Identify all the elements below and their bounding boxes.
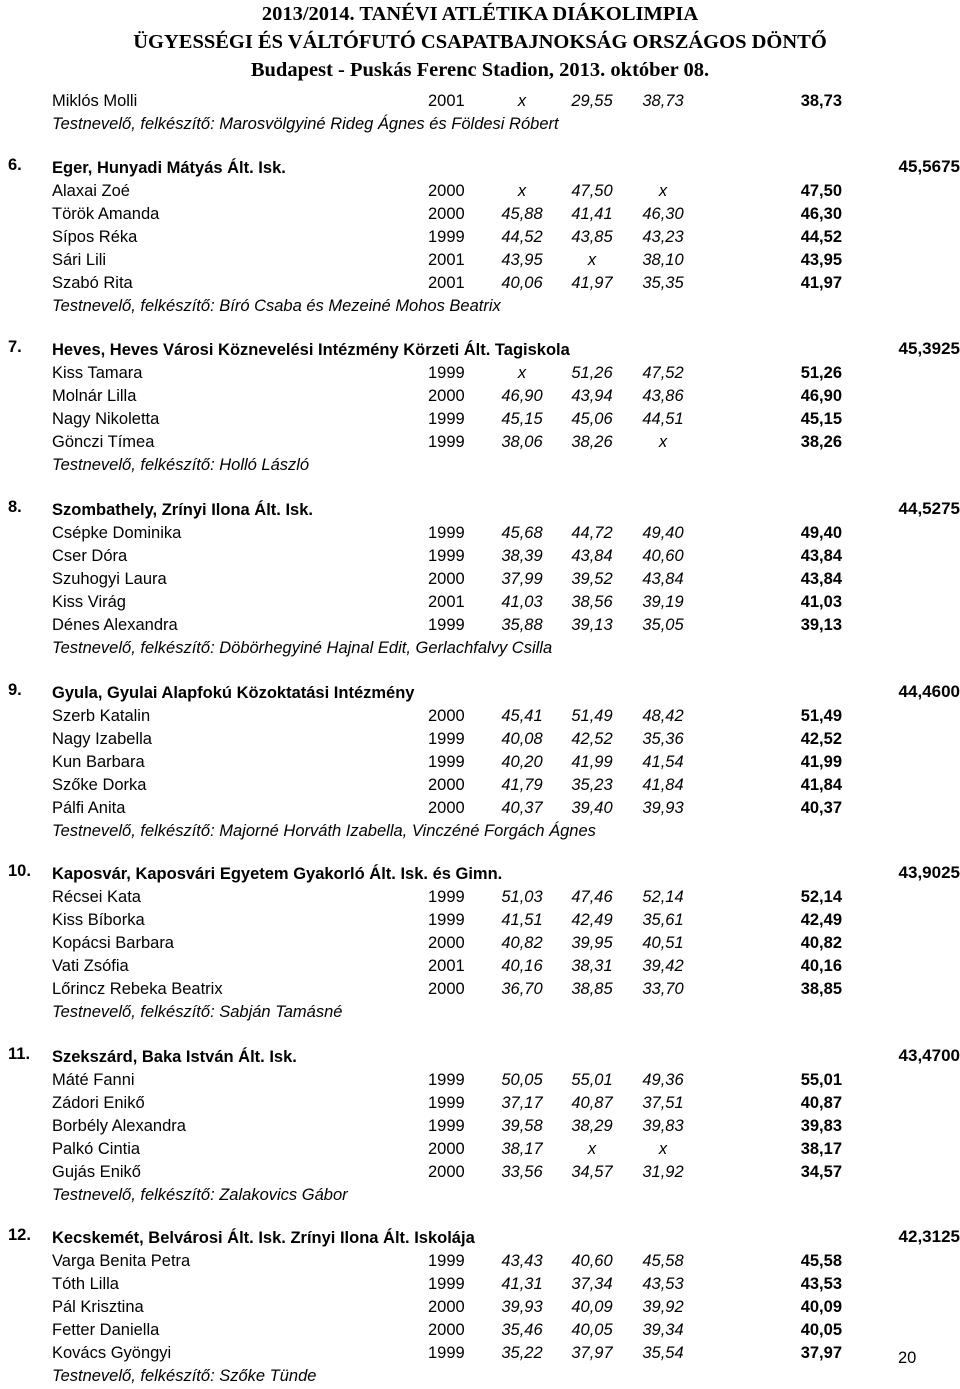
athlete-name: Récsei Kata (52, 888, 141, 906)
best-result: 40,37 (800, 799, 842, 817)
athlete-name: Kovács Gyöngyi (52, 1344, 172, 1362)
throw-3: 46,30 (642, 205, 684, 223)
throw-3: 35,35 (642, 274, 684, 292)
throw-1: 40,82 (501, 934, 543, 952)
athlete-name: Kun Barbara (52, 753, 145, 771)
throw-3: 31,92 (642, 1163, 684, 1181)
throw-3: 39,19 (642, 593, 684, 611)
throw-3: 52,14 (642, 888, 684, 906)
throw-1: 43,43 (501, 1252, 543, 1270)
throw-3: 37,51 (642, 1094, 684, 1112)
team-rank: 11. (8, 1045, 31, 1063)
birth-year: 1999 (428, 364, 465, 382)
birth-year: 2000 (428, 776, 465, 794)
throw-3: 40,51 (642, 934, 684, 952)
throw-1: 35,22 (501, 1344, 543, 1362)
birth-year: 1999 (428, 410, 465, 428)
team-school: Kecskemét, Belvárosi Ált. Isk. Zrínyi Ilona Ált. Iskolája (52, 1229, 475, 1247)
throw-3: 43,86 (642, 387, 684, 405)
throw-1: x (517, 92, 527, 110)
throw-2: 47,50 (571, 182, 613, 200)
athlete-name: Gönczi Tímea (52, 433, 155, 451)
athlete-name: Kiss Tamara (52, 364, 143, 382)
throw-1: 40,37 (501, 799, 543, 817)
throw-2: 29,55 (571, 92, 613, 110)
birth-year: 1999 (428, 1117, 465, 1135)
throw-2: 39,52 (571, 570, 613, 588)
best-result: 42,52 (800, 730, 842, 748)
throw-1: 40,06 (501, 274, 543, 292)
throw-1: 50,05 (501, 1071, 543, 1089)
birth-year: 1999 (428, 228, 465, 246)
best-result: 42,49 (800, 911, 842, 929)
throw-3: 39,93 (642, 799, 684, 817)
throw-2: 43,85 (571, 228, 613, 246)
athlete-name: Varga Benita Petra (52, 1252, 191, 1270)
throw-3: 41,54 (642, 753, 684, 771)
team-total: 44,5275 (898, 499, 960, 518)
throw-2: 51,49 (571, 707, 613, 725)
throw-2: 43,94 (571, 387, 613, 405)
birth-year: 1999 (428, 547, 465, 565)
best-result: 43,53 (800, 1275, 842, 1293)
coach-line: Testnevelő, felkészítő: Döbörhegyiné Hajnal Edit, Gerlachfalvy Csilla (52, 639, 553, 657)
best-result: 43,84 (800, 570, 842, 588)
throw-2: 38,29 (571, 1117, 613, 1135)
throw-2: 41,99 (571, 753, 613, 771)
birth-year: 2000 (428, 205, 465, 223)
athlete-name: Sári Lili (52, 251, 107, 269)
athlete-name: Pál Krisztina (52, 1298, 144, 1316)
throw-3: 49,36 (642, 1071, 684, 1089)
throw-3: 43,84 (642, 570, 684, 588)
throw-2: 41,97 (571, 274, 613, 292)
best-result: 51,49 (800, 707, 842, 725)
athlete-name: Tóth Lilla (52, 1275, 119, 1293)
throw-1: 45,15 (501, 410, 543, 428)
throw-3: 39,83 (642, 1117, 684, 1135)
best-result: 52,14 (800, 888, 842, 906)
throw-1: 37,17 (501, 1094, 543, 1112)
birth-year: 1999 (428, 1275, 465, 1293)
birth-year: 2000 (428, 1163, 465, 1181)
coach-line: Testnevelő, felkészítő: Sabján Tamásné (52, 1003, 343, 1021)
throw-2: 43,84 (571, 547, 613, 565)
throw-3: 38,10 (642, 251, 684, 269)
best-result: 41,84 (800, 776, 842, 794)
athlete-name: Alaxai Zoé (52, 182, 130, 200)
throw-3: 44,51 (642, 410, 684, 428)
athlete-name: Vati Zsófia (52, 957, 129, 975)
team-rank: 10. (8, 862, 31, 880)
coach-line: Testnevelő, felkészítő: Szőke Tünde (52, 1367, 317, 1385)
throw-1: 40,16 (501, 957, 543, 975)
best-result: 38,17 (800, 1140, 842, 1158)
throw-1: 45,41 (501, 707, 543, 725)
team-total: 45,3925 (898, 339, 960, 358)
birth-year: 2001 (428, 92, 465, 110)
best-result: 39,13 (800, 616, 842, 634)
team-school: Eger, Hunyadi Mátyás Ált. Isk. (52, 159, 286, 177)
throw-2: 42,52 (571, 730, 613, 748)
throw-3: 48,42 (642, 707, 684, 725)
throw-2: 38,31 (571, 957, 613, 975)
birth-year: 2000 (428, 387, 465, 405)
throw-1: 41,03 (501, 593, 543, 611)
team-total: 42,3125 (898, 1227, 960, 1246)
throw-3: 35,36 (642, 730, 684, 748)
throw-1: 44,52 (501, 228, 543, 246)
best-result: 46,30 (800, 205, 842, 223)
athlete-name: Török Amanda (52, 205, 160, 223)
best-result: 40,87 (800, 1094, 842, 1112)
birth-year: 2000 (428, 980, 465, 998)
team-total: 45,5675 (898, 157, 960, 176)
throw-2: 38,26 (571, 433, 613, 451)
best-result: 41,03 (800, 593, 842, 611)
birth-year: 2000 (428, 799, 465, 817)
throw-1: 45,88 (501, 205, 543, 223)
birth-year: 2000 (428, 934, 465, 952)
birth-year: 1999 (428, 1094, 465, 1112)
header-subtitle: ÜGYESSÉGI ÉS VÁLTÓFUTÓ CSAPATBAJNOKSÁG ORSZÁGOS DÖNTŐ (133, 31, 827, 53)
team-school: Szombathely, Zrínyi Ilona Ált. Isk. (52, 501, 313, 519)
throw-2: 51,26 (571, 364, 613, 382)
throw-2: 42,49 (571, 911, 613, 929)
throw-1: 41,51 (501, 911, 543, 929)
throw-3: 39,42 (642, 957, 684, 975)
athlete-name: Pálfi Anita (52, 799, 126, 817)
athlete-name: Cser Dóra (52, 547, 128, 565)
athlete-name: Nagy Izabella (52, 730, 152, 748)
birth-year: 2001 (428, 593, 465, 611)
throw-1: 51,03 (501, 888, 543, 906)
throw-3: 35,61 (642, 911, 684, 929)
birth-year: 2000 (428, 707, 465, 725)
throw-3: 43,53 (642, 1275, 684, 1293)
throw-2: 45,06 (571, 410, 613, 428)
athlete-name: Nagy Nikoletta (52, 410, 160, 428)
throw-1: 43,95 (501, 251, 543, 269)
athlete-name: Palkó Cintia (52, 1140, 141, 1158)
throw-3: x (658, 1140, 668, 1158)
throw-1: x (517, 182, 527, 200)
throw-3: 39,34 (642, 1321, 684, 1339)
athlete-name: Kopácsi Barbara (52, 934, 174, 952)
team-total: 44,4600 (898, 682, 960, 701)
best-result: 40,05 (800, 1321, 842, 1339)
throw-2: 38,85 (571, 980, 613, 998)
throw-2: 55,01 (571, 1071, 613, 1089)
coach-line: Testnevelő, felkészítő: Bíró Csaba és Mezeiné Mohos Beatrix (52, 297, 501, 315)
birth-year: 1999 (428, 1252, 465, 1270)
athlete-name: Borbély Alexandra (52, 1117, 186, 1135)
page-number: 20 (898, 1349, 917, 1367)
athlete-name: Szabó Rita (52, 274, 133, 292)
best-result: 41,99 (800, 753, 842, 771)
throw-3: x (658, 433, 668, 451)
best-result: 43,84 (800, 547, 842, 565)
best-result: 49,40 (800, 524, 842, 542)
throw-3: 33,70 (642, 980, 684, 998)
throw-1: 45,68 (501, 524, 543, 542)
best-result: 46,90 (800, 387, 842, 405)
throw-2: 39,95 (571, 934, 613, 952)
birth-year: 2000 (428, 182, 465, 200)
best-result: 38,26 (800, 433, 842, 451)
athlete-name: Szuhogyi Laura (52, 570, 167, 588)
team-rank: 6. (8, 156, 22, 174)
best-result: 55,01 (800, 1071, 842, 1089)
throw-2: x (587, 251, 597, 269)
throw-3: 47,52 (642, 364, 684, 382)
best-result: 51,26 (800, 364, 842, 382)
team-total: 43,9025 (898, 863, 960, 882)
best-result: 43,95 (800, 251, 842, 269)
best-result: 45,58 (800, 1252, 842, 1270)
team-rank: 12. (8, 1226, 31, 1244)
best-result: 44,52 (800, 228, 842, 246)
header-title: 2013/2014. TANÉVI ATLÉTIKA DIÁKOLIMPIA (261, 3, 699, 25)
athlete-name: Dénes Alexandra (52, 616, 178, 634)
throw-2: 40,05 (571, 1321, 613, 1339)
throw-2: 40,60 (571, 1252, 613, 1270)
throw-3: x (658, 182, 668, 200)
team-school: Szekszárd, Baka István Ált. Isk. (52, 1048, 297, 1066)
throw-3: 45,58 (642, 1252, 684, 1270)
best-result: 37,97 (800, 1344, 842, 1362)
throw-2: 47,46 (571, 888, 613, 906)
throw-1: 35,46 (501, 1321, 543, 1339)
birth-year: 1999 (428, 1071, 465, 1089)
best-result: 38,85 (800, 980, 842, 998)
birth-year: 2000 (428, 1140, 465, 1158)
throw-1: 39,93 (501, 1298, 543, 1316)
birth-year: 1999 (428, 888, 465, 906)
throw-2: 38,56 (571, 593, 613, 611)
throw-2: 34,57 (571, 1163, 613, 1181)
throw-3: 49,40 (642, 524, 684, 542)
throw-2: 39,13 (571, 616, 613, 634)
birth-year: 2000 (428, 1298, 465, 1316)
throw-2: 35,23 (571, 776, 613, 794)
birth-year: 1999 (428, 433, 465, 451)
athlete-name: Gujás Enikő (52, 1163, 141, 1181)
birth-year: 2000 (428, 570, 465, 588)
coach-line: Testnevelő, felkészítő: Zalakovics Gábor (52, 1186, 348, 1204)
best-result: 38,73 (800, 92, 842, 110)
birth-year: 2001 (428, 274, 465, 292)
athlete-name: Zádori Enikő (52, 1094, 145, 1112)
throw-1: 40,08 (501, 730, 543, 748)
athlete-name: Szőke Dorka (52, 776, 147, 794)
best-result: 41,97 (800, 274, 842, 292)
birth-year: 2000 (428, 1321, 465, 1339)
throw-3: 41,84 (642, 776, 684, 794)
athlete-name: Máté Fanni (52, 1071, 135, 1089)
throw-2: 37,34 (571, 1275, 613, 1293)
birth-year: 1999 (428, 524, 465, 542)
throw-3: 35,05 (642, 616, 684, 634)
team-rank: 9. (8, 681, 22, 699)
coach-line: Testnevelő, felkészítő: Holló László (52, 456, 310, 474)
throw-2: x (587, 1140, 597, 1158)
birth-year: 1999 (428, 616, 465, 634)
throw-3: 43,23 (642, 228, 684, 246)
birth-year: 2001 (428, 957, 465, 975)
throw-1: 38,39 (501, 547, 543, 565)
throw-1: 46,90 (501, 387, 543, 405)
throw-1: 41,79 (501, 776, 543, 794)
throw-1: 38,17 (501, 1140, 543, 1158)
athlete-name: Lőrincz Rebeka Beatrix (52, 980, 223, 998)
throw-3: 40,60 (642, 547, 684, 565)
throw-2: 39,40 (571, 799, 613, 817)
team-school: Kaposvár, Kaposvári Egyetem Gyakorló Ált. Isk. és Gimn. (52, 865, 503, 883)
throw-1: 40,20 (501, 753, 543, 771)
best-result: 47,50 (800, 182, 842, 200)
header-venue: Budapest - Puskás Ferenc Stadion, 2013. október 08. (250, 59, 710, 81)
athlete-name: Kiss Bíborka (52, 911, 145, 929)
athlete-name: Csépke Dominika (52, 524, 182, 542)
birth-year: 1999 (428, 1344, 465, 1362)
throw-2: 40,87 (571, 1094, 613, 1112)
throw-1: 33,56 (501, 1163, 543, 1181)
birth-year: 1999 (428, 911, 465, 929)
athlete-name: Fetter Daniella (52, 1321, 160, 1339)
best-result: 45,15 (800, 410, 842, 428)
throw-3: 39,92 (642, 1298, 684, 1316)
throw-1: 37,99 (501, 570, 543, 588)
athlete-name: Szerb Katalin (52, 707, 151, 725)
athlete-name: Miklós Molli (52, 92, 138, 110)
athlete-name: Molnár Lilla (52, 387, 137, 405)
best-result: 40,82 (800, 934, 842, 952)
throw-1: 41,31 (501, 1275, 543, 1293)
team-school: Heves, Heves Városi Köznevelési Intézmény Körzeti Ált. Tagiskola (52, 341, 570, 359)
team-rank: 7. (8, 338, 22, 356)
throw-2: 44,72 (571, 524, 613, 542)
best-result: 39,83 (800, 1117, 842, 1135)
team-total: 43,4700 (898, 1046, 960, 1065)
athlete-name: Kiss Virág (52, 593, 126, 611)
throw-2: 37,97 (571, 1344, 613, 1362)
throw-1: 38,06 (501, 433, 543, 451)
team-rank: 8. (8, 498, 22, 516)
throw-1: 36,70 (501, 980, 543, 998)
athlete-name: Sípos Réka (52, 228, 138, 246)
throw-1: 35,88 (501, 616, 543, 634)
birth-year: 2001 (428, 251, 465, 269)
best-result: 40,09 (800, 1298, 842, 1316)
throw-3: 35,54 (642, 1344, 684, 1362)
birth-year: 1999 (428, 730, 465, 748)
best-result: 40,16 (800, 957, 842, 975)
throw-1: x (517, 364, 527, 382)
best-result: 34,57 (800, 1163, 842, 1181)
coach-line: Testnevelő, felkészítő: Majorné Horváth Izabella, Vinczéné Forgách Ágnes (52, 822, 596, 840)
coach-line: Testnevelő, felkészítő: Marosvölgyiné Rideg Ágnes és Földesi Róbert (52, 115, 559, 133)
throw-1: 39,58 (501, 1117, 543, 1135)
team-school: Gyula, Gyulai Alapfokú Közoktatási Intézmény (52, 684, 415, 702)
throw-2: 40,09 (571, 1298, 613, 1316)
throw-2: 41,41 (571, 205, 613, 223)
birth-year: 1999 (428, 753, 465, 771)
throw-3: 38,73 (642, 92, 684, 110)
